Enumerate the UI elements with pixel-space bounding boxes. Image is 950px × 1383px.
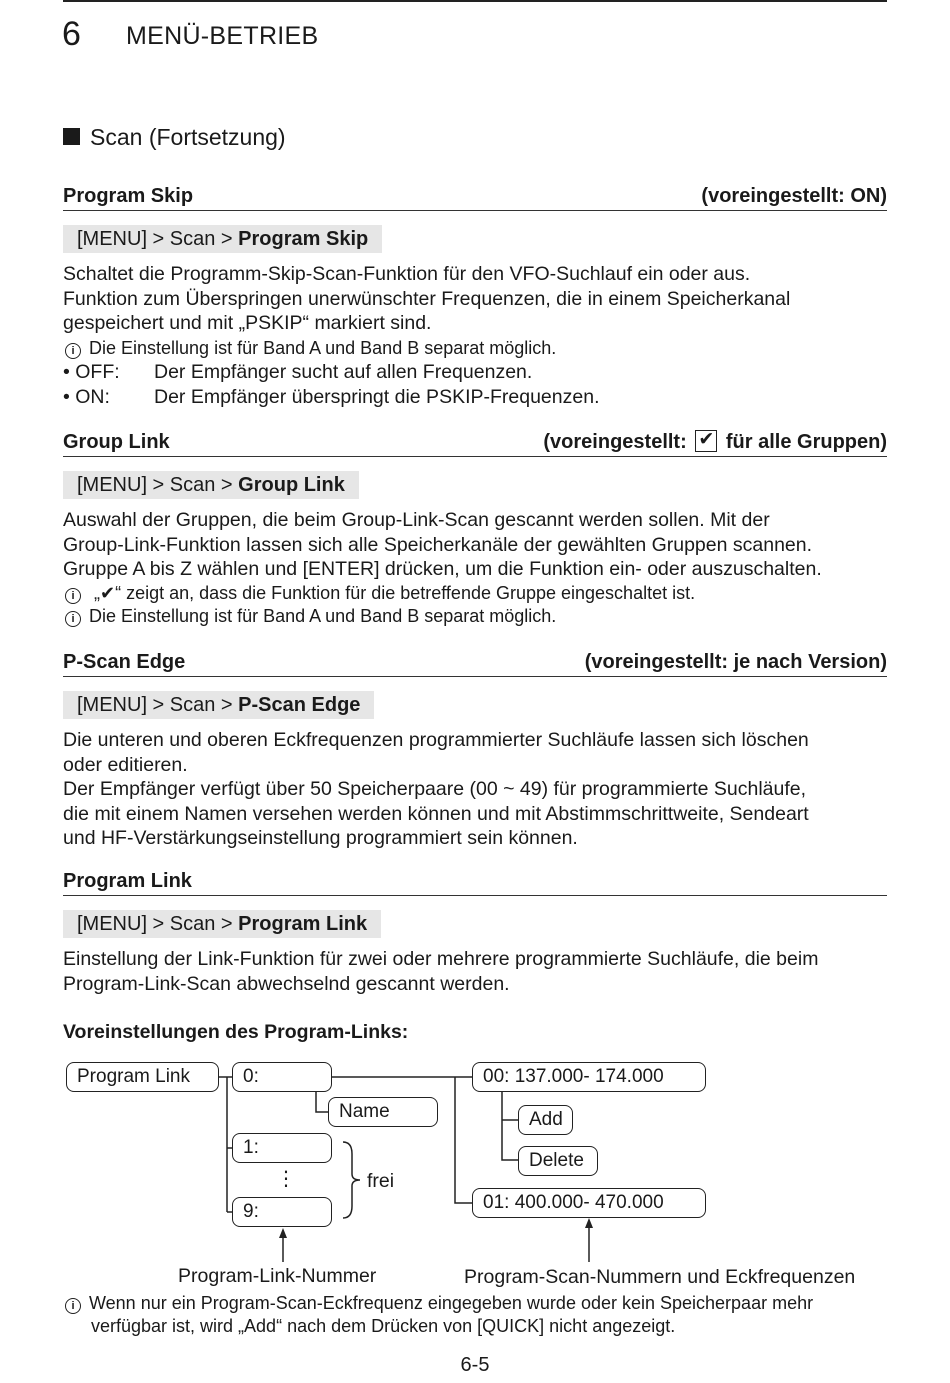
chapter-number: 6	[62, 15, 81, 53]
program-skip-description	[63, 262, 893, 336]
pscan-edge-title: P-Scan Edge	[63, 651, 186, 673]
option-on: • ON: Der Empfänger überspringt die PSKIP-Frequenzen.	[63, 386, 600, 408]
group-link-menu-path: [MENU] > Scan > Group Link	[63, 471, 359, 499]
info-icon: i	[65, 611, 81, 627]
pscan-edge-menu-path: [MENU] > Scan > P-Scan Edge	[63, 691, 374, 719]
text-line: Program-Link-Scan abwechselnd gescannt werden.	[63, 972, 510, 995]
chapter-title: MENÜ-BETRIEB	[126, 22, 319, 50]
text-line: Die unteren und oberen Eckfrequenzen programmierter Suchläufe lassen sich löschen	[63, 729, 809, 751]
program-skip-heading	[63, 184, 887, 211]
text-line: Einstellung der Link-Funktion für zwei oder mehrere programmierte Suchläufe, die beim	[63, 948, 819, 970]
program-link-heading	[63, 869, 887, 896]
program-link-diagram	[0, 1050, 950, 1300]
delete-box: Delete	[518, 1146, 598, 1176]
text-line: Der Empfänger verfügt über 50 Speicherpaare (00 ~ 49) für programmierte Suchläufe,	[63, 778, 807, 801]
text-line: die mit einem Namen versehen werden können und mit Abstimmschrittweite, Sendeart	[63, 802, 809, 825]
text-line: und HF-Verstärkungseinstellung programmiert sein können.	[63, 827, 578, 850]
text-line: Group-Link-Funktion lassen sich alle Speicherkanäle der gewählten Gruppen scannen.	[63, 533, 813, 556]
group-link-heading	[63, 430, 887, 457]
program-link-title: Program Link	[63, 870, 192, 892]
group-link-note: i Die Einstellung ist für Band A und Band B separat möglich.	[63, 605, 893, 628]
section-title	[63, 122, 286, 152]
group-link-default: (voreingestellt: ✔ für alle Gruppen)	[543, 429, 887, 453]
text-line: Funktion zum Überspringen unerwünschter Frequenzen, die in einem Speicherkanal	[63, 287, 791, 310]
slot-0-box: 0:	[232, 1062, 332, 1092]
pscan-edge-default: (voreingestellt: je nach Version)	[584, 651, 887, 673]
program-link-description	[63, 947, 893, 996]
text-line: Schaltet die Programm-Skip-Scan-Funktion für den VFO-Suchlauf ein oder aus.	[63, 263, 751, 285]
info-icon: i	[65, 1298, 81, 1314]
group-link-title: Group Link	[63, 431, 170, 453]
option-off: • OFF: Der Empfänger sucht auf allen Frequenzen.	[63, 361, 533, 383]
text-line: Auswahl der Gruppen, die beim Group-Link-Scan gescannt werden sollen. Mit der	[63, 509, 770, 531]
text-line: Gruppe A bis Z wählen und [ENTER] drücken, um die Funktion ein- oder auszuschalten.	[63, 558, 822, 581]
add-box: Add	[518, 1105, 573, 1135]
square-bullet-icon	[63, 128, 80, 145]
section-title-text: Scan (Fortsetzung)	[90, 124, 286, 150]
vertical-ellipsis-icon: ⋮	[276, 1168, 296, 1190]
program-skip-note: i Die Einstellung ist für Band A und Band B separat möglich.	[63, 337, 893, 360]
group-link-description	[63, 508, 893, 582]
text-line: oder editieren.	[63, 753, 188, 776]
checkbox-checked-icon: ✔	[695, 430, 717, 452]
name-box: Name	[328, 1097, 438, 1127]
page-number: 6-5	[460, 1354, 490, 1376]
range-01-box: 01: 400.000- 470.000	[472, 1188, 706, 1218]
pscan-edge-heading	[63, 650, 887, 677]
slot-9-box: 9:	[232, 1197, 332, 1227]
final-note: i Wenn nur ein Program-Scan-Eckfrequenz eingegeben wurde oder kein Speicherpaar mehr verfügbar ist, wird „Add“ nach dem Drücken von [QUICK] nicht angezeigt.	[63, 1292, 893, 1338]
caption-left: Program-Link-Nummer	[178, 1265, 377, 1287]
free-label: frei	[367, 1170, 395, 1192]
program-skip-default: (voreingestellt: ON)	[701, 185, 887, 207]
info-icon: i	[65, 343, 81, 359]
group-link-note: i „✔“ zeigt an, dass die Funktion für die betreffende Gruppe eingeschaltet ist.	[63, 582, 893, 605]
root-box: Program Link	[66, 1062, 219, 1092]
program-skip-title: Program Skip	[63, 185, 194, 207]
slot-1-box: 1:	[232, 1133, 332, 1163]
range-00-box: 00: 137.000- 174.000	[472, 1062, 706, 1092]
program-skip-menu-path: [MENU] > Scan > Program Skip	[63, 225, 382, 253]
program-link-defaults-heading: Voreinstellungen des Program-Links:	[63, 1021, 409, 1043]
text-line: gespeichert und mit „PSKIP“ markiert sind.	[63, 312, 432, 335]
top-rule	[63, 0, 887, 2]
caption-right: Program-Scan-Nummern und Eckfrequenzen	[464, 1266, 856, 1288]
pscan-edge-description	[63, 728, 893, 851]
info-icon: i	[65, 588, 81, 604]
program-link-menu-path: [MENU] > Scan > Program Link	[63, 910, 381, 938]
